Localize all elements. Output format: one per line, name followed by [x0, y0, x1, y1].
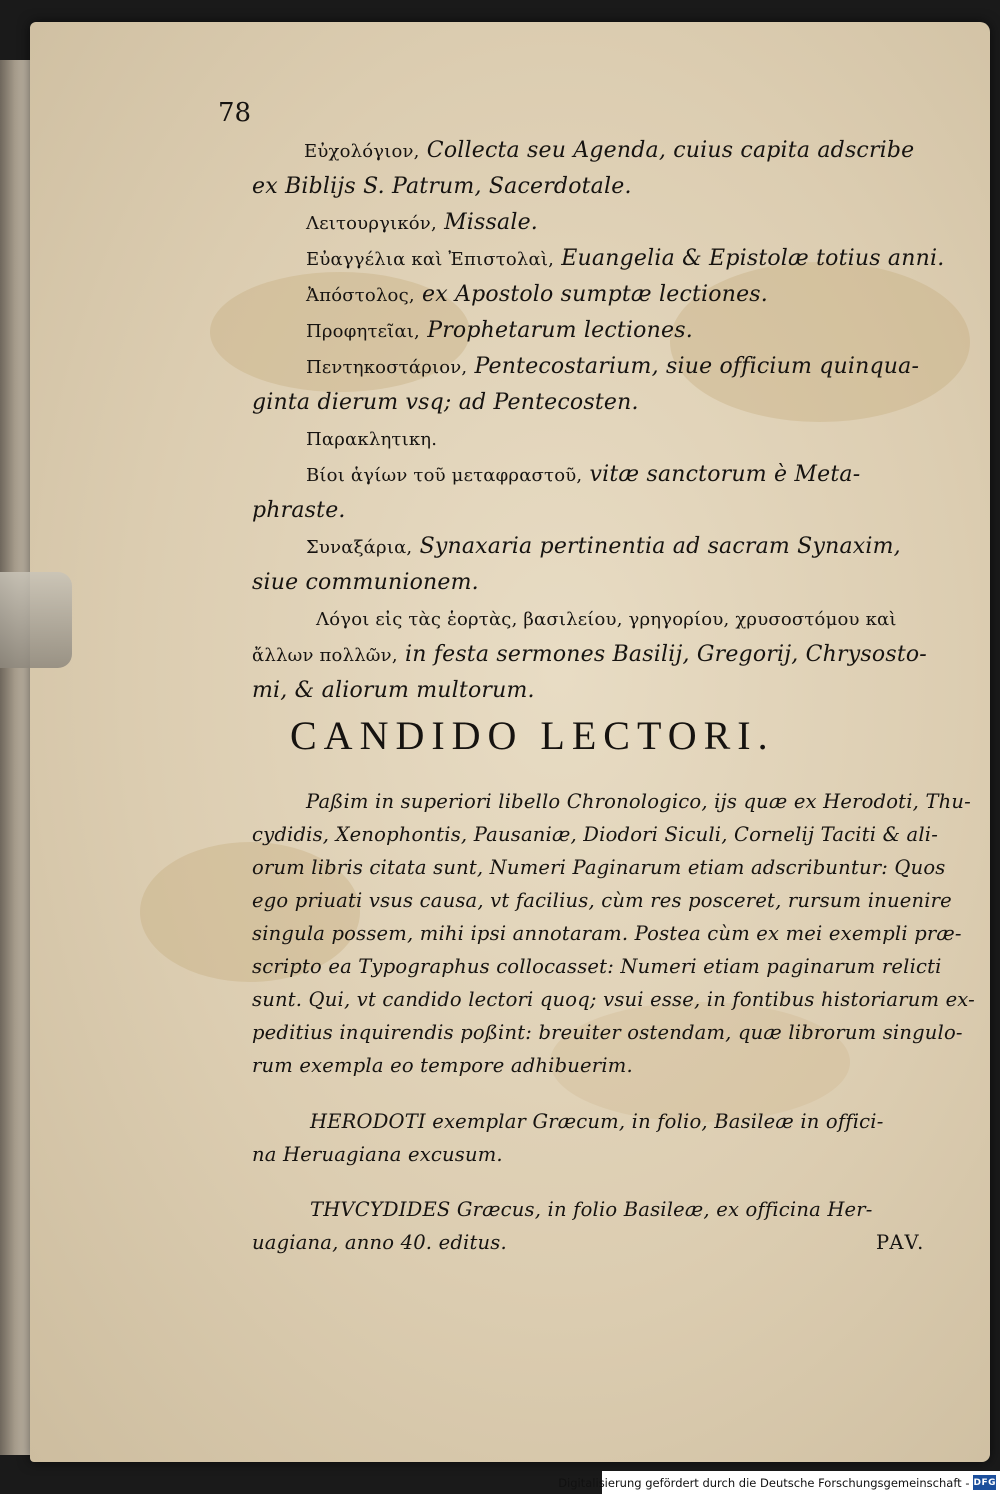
- text-line: Εὐχολόγιον, Collecta seu Agenda, cuius capita adscribe: [304, 138, 915, 163]
- page-number: 78: [218, 98, 252, 128]
- paragraph-line: singula possem, mihi ipsi annotaram. Postea cùm ex mei exempli præ-: [252, 922, 962, 945]
- herodoti-entry-line: HERODOTI exemplar Græcum, in folio, Basileæ in offici-: [310, 1110, 884, 1133]
- dfg-logo: DFG: [973, 1475, 996, 1490]
- text-line: Λειτουργικόν, Missale.: [306, 210, 538, 235]
- digitization-footer: [558, 1471, 1000, 1494]
- paragraph-line: scripto ea Typographus collocasset: Numeri etiam paginarum relicti: [252, 955, 942, 978]
- section-heading: CANDIDO LECTORI.: [290, 713, 775, 758]
- text-line: ἄλλων πολλῶν, in festa sermones Basilij, Gregorij, Chrysosto-: [252, 642, 927, 667]
- text-line: mi, & aliorum multorum.: [252, 678, 535, 703]
- paragraph-line: rum exempla eo tempore adhibuerim.: [252, 1054, 633, 1077]
- text-line: phraste.: [252, 498, 346, 523]
- text-line: Εὐαγγέλια καὶ Ἐπιστολαὶ, Euangelia & Epistolæ totius anni.: [306, 246, 945, 271]
- text-line: Βίοι ἁγίων τοῦ μεταφραστοῦ, vitæ sanctorum è Meta-: [306, 462, 861, 487]
- thucydides-entry-line: uagiana, anno 40. editus.: [252, 1231, 507, 1254]
- paragraph-line: orum libris citata sunt, Numeri Paginarum etiam adscribuntur: Quos: [252, 856, 946, 879]
- thucydides-entry-line: THVCYDIDES Græcus, in folio Basileæ, ex officina Her-: [310, 1198, 873, 1221]
- paragraph-line: sunt. Qui, vt candido lectori quoq; vsui esse, in fontibus historiarum ex-: [252, 988, 975, 1011]
- text-line: Συναξάρια, Synaxaria pertinentia ad sacram Synaxim,: [306, 534, 901, 559]
- text-line: ginta dierum vsq; ad Pentecosten.: [252, 390, 639, 415]
- text-line: Λόγοι εἰς τὰς ἑορτὰς, βασιλείου, γρηγορίου, χρυσοστόμου καὶ: [316, 609, 897, 630]
- text-line: Ἀπόστολος, ex Apostolo sumptæ lectiones.: [306, 282, 768, 307]
- paragraph-line: Paßim in superiori libello Chronologico, ijs quæ ex Herodoti, Thu-: [306, 790, 971, 813]
- text-line: siue communionem.: [252, 570, 479, 595]
- paragraph-line: ego priuati vsus causa, vt facilius, cùm res posceret, rursum inuenire: [252, 889, 952, 912]
- paragraph-line: cydidis, Xenophontis, Pausaniæ, Diodori Siculi, Cornelij Taciti & ali-: [252, 823, 939, 846]
- text-line: Πεντηκοστάριον, Pentecostarium, siue officium quinqua-: [306, 354, 920, 379]
- text-line: Προφητεῖαι, Prophetarum lectiones.: [306, 318, 693, 343]
- catchword: PAV.: [876, 1231, 926, 1254]
- text-line: Παρακλητικη.: [306, 429, 438, 450]
- funding-notice: Digitalisierung gefördert durch die Deutsche Forschungsgemeinschaft -: [558, 1475, 970, 1490]
- paragraph-line: peditius inquirendis poßint: breuiter ostendam, quæ librorum singulo-: [252, 1021, 963, 1044]
- herodoti-entry-line: na Heruagiana excusum.: [252, 1143, 503, 1166]
- text-line: ex Biblijs S. Patrum, Sacerdotale.: [252, 174, 632, 199]
